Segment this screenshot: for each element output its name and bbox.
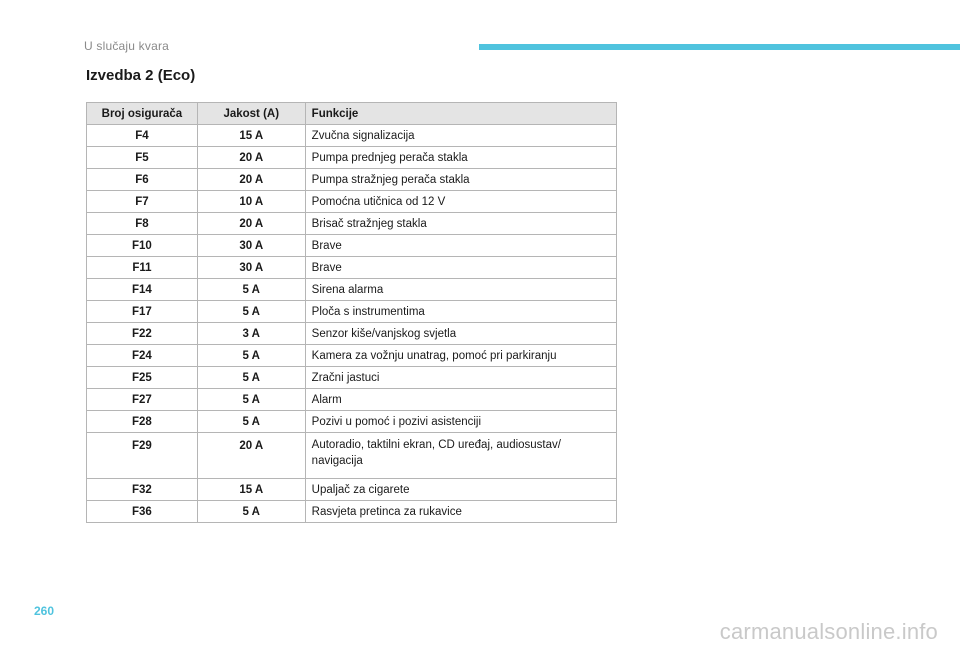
fuse-cell: F4 xyxy=(87,125,198,147)
fuse-cell: F36 xyxy=(87,501,198,523)
fuse-cell: F25 xyxy=(87,367,198,389)
amperage-cell: 5 A xyxy=(197,367,305,389)
table-row xyxy=(87,479,617,501)
table-row xyxy=(87,125,617,147)
table-row xyxy=(87,191,617,213)
fuse-cell: F32 xyxy=(87,479,198,501)
table-row xyxy=(87,279,617,301)
amperage-cell: 15 A xyxy=(197,479,305,501)
amperage-cell: 3 A xyxy=(197,323,305,345)
table-row xyxy=(87,367,617,389)
table-header-row xyxy=(87,103,617,125)
amperage-cell: 15 A xyxy=(197,125,305,147)
amperage-cell: 5 A xyxy=(197,389,305,411)
function-cell: Brave xyxy=(305,257,616,279)
section-title: Izvedba 2 (Eco) xyxy=(86,67,196,84)
function-cell: Kamera za vožnju unatrag, pomoć pri parkiranju xyxy=(305,345,616,367)
fuse-cell: F6 xyxy=(87,169,198,191)
amperage-cell: 5 A xyxy=(197,345,305,367)
watermark: carmanualsonline.info xyxy=(719,619,938,644)
function-cell: Pumpa prednjeg perača stakla xyxy=(305,147,616,169)
chapter-accent-bar xyxy=(479,44,960,50)
amperage-cell: 5 A xyxy=(197,411,305,433)
column-header-amperage: Jakost (A) xyxy=(197,103,305,125)
fuse-cell: F5 xyxy=(87,147,198,169)
page-number: 260 xyxy=(34,604,55,618)
table-row xyxy=(87,323,617,345)
amperage-cell: 20 A xyxy=(197,213,305,235)
function-cell: Alarm xyxy=(305,389,616,411)
amperage-cell: 5 A xyxy=(197,501,305,523)
function-cell: Rasvjeta pretinca za rukavice xyxy=(305,501,616,523)
function-cell: Pumpa stražnjeg perača stakla xyxy=(305,169,616,191)
fuse-cell: F24 xyxy=(87,345,198,367)
fuse-cell: F28 xyxy=(87,411,198,433)
function-cell: Senzor kiše/vanjskog svjetla xyxy=(305,323,616,345)
amperage-cell: 20 A xyxy=(197,169,305,191)
function-cell: Brisač stražnjeg stakla xyxy=(305,213,616,235)
table-row xyxy=(87,301,617,323)
column-header-function: Funkcije xyxy=(305,103,616,125)
function-cell: Zračni jastuci xyxy=(305,367,616,389)
function-cell: Sirena alarma xyxy=(305,279,616,301)
function-cell: Brave xyxy=(305,235,616,257)
function-cell: Zvučna signalizacija xyxy=(305,125,616,147)
amperage-cell: 20 A xyxy=(197,433,305,479)
table-row xyxy=(87,501,617,523)
fuse-cell: F14 xyxy=(87,279,198,301)
table-body xyxy=(87,125,617,523)
fuse-cell: F10 xyxy=(87,235,198,257)
fuse-cell: F7 xyxy=(87,191,198,213)
fuse-cell: F29 xyxy=(87,433,198,479)
column-header-fuse: Broj osigurača xyxy=(87,103,198,125)
amperage-cell: 30 A xyxy=(197,257,305,279)
amperage-cell: 5 A xyxy=(197,301,305,323)
table-row xyxy=(87,257,617,279)
table-row xyxy=(87,389,617,411)
fuse-cell: F17 xyxy=(87,301,198,323)
table-row xyxy=(87,213,617,235)
table-row xyxy=(87,235,617,257)
amperage-cell: 20 A xyxy=(197,147,305,169)
fuse-cell: F8 xyxy=(87,213,198,235)
function-cell: Ploča s instrumentima xyxy=(305,301,616,323)
table-row xyxy=(87,411,617,433)
fuse-cell: F22 xyxy=(87,323,198,345)
table-row xyxy=(87,345,617,367)
amperage-cell: 5 A xyxy=(197,279,305,301)
amperage-cell: 30 A xyxy=(197,235,305,257)
fuse-cell: F11 xyxy=(87,257,198,279)
function-cell: Pomoćna utičnica od 12 V xyxy=(305,191,616,213)
function-cell: Autoradio, taktilni ekran, CD uređaj, audiosustav/ navigacija xyxy=(305,433,616,479)
fuse-table xyxy=(86,102,617,523)
table-row xyxy=(87,433,617,479)
function-cell: Pozivi u pomoć i pozivi asistenciji xyxy=(305,411,616,433)
table-row xyxy=(87,147,617,169)
table-row xyxy=(87,169,617,191)
chapter-title: U slučaju kvara xyxy=(84,39,170,53)
function-cell: Upaljač za cigarete xyxy=(305,479,616,501)
fuse-cell: F27 xyxy=(87,389,198,411)
amperage-cell: 10 A xyxy=(197,191,305,213)
